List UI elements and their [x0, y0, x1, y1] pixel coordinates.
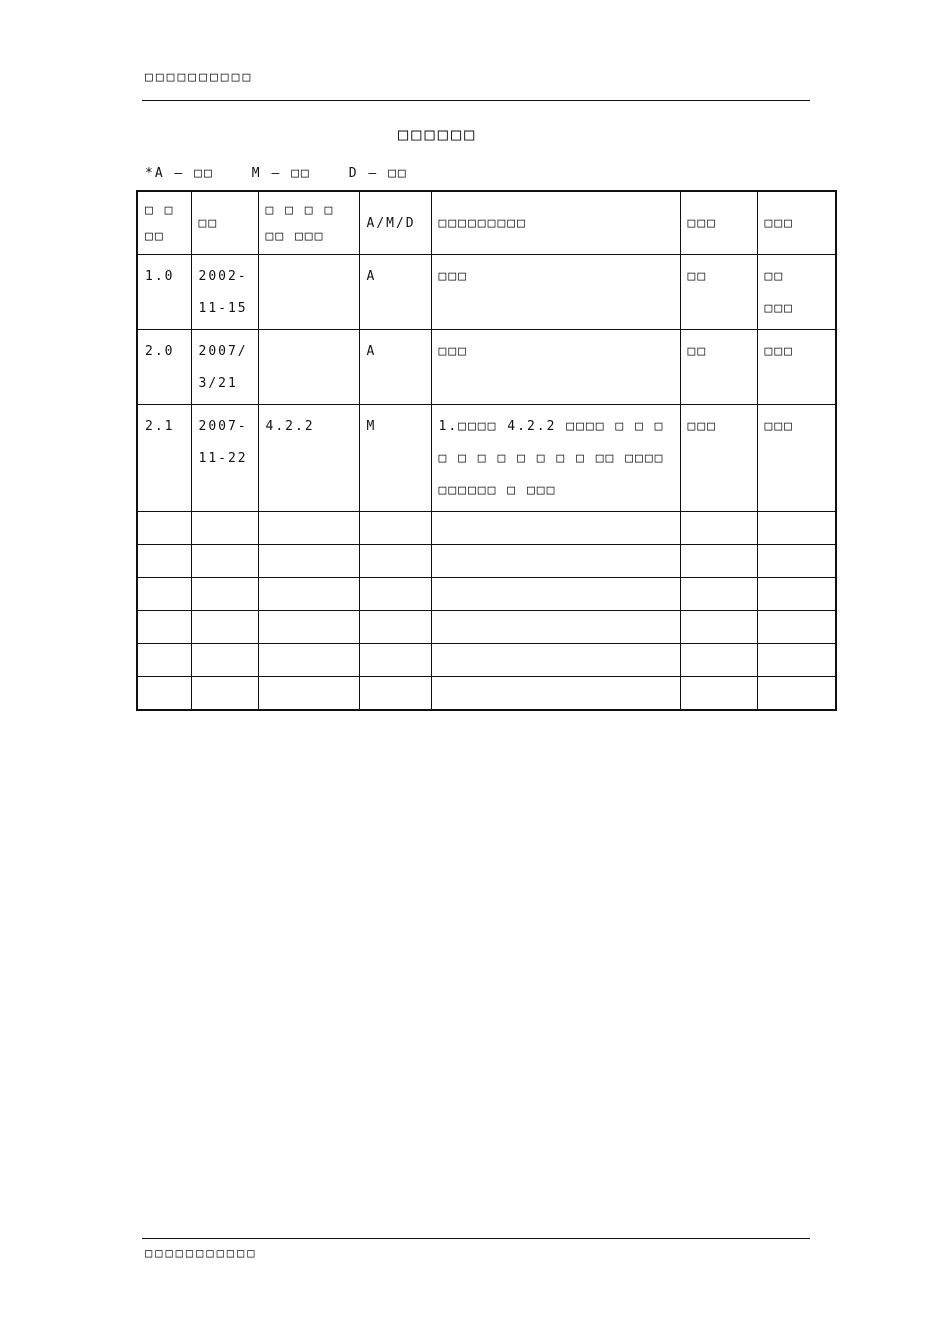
- cell-date: 2007/3/21: [191, 330, 258, 405]
- cell-date: 2007-11-22: [191, 405, 258, 512]
- document-title: □□□□□□: [398, 125, 478, 145]
- page-header-text: □□□□□□□□□□: [145, 70, 254, 85]
- cell-version: 2.1: [137, 405, 191, 512]
- legend-add: *A — □□: [145, 166, 214, 181]
- col-header-summary: □□□□□□□□□: [431, 191, 680, 255]
- table-row: [137, 405, 836, 512]
- cell-author: □□: [680, 330, 757, 405]
- cell-amd: A: [359, 330, 431, 405]
- col-header-section: □ □ □ □ □□ □□□: [258, 191, 359, 255]
- table-row: [137, 255, 836, 330]
- table-row-empty: [137, 611, 836, 644]
- cell-approver: □□□: [757, 405, 836, 512]
- table-row-empty: [137, 578, 836, 611]
- footer-rule: [142, 1238, 810, 1239]
- table-row-empty: [137, 512, 836, 545]
- change-type-legend: [145, 166, 446, 181]
- cell-author: □□: [680, 255, 757, 330]
- cell-section: 4.2.2: [258, 405, 359, 512]
- cell-amd: A: [359, 255, 431, 330]
- header-rule: [142, 100, 810, 101]
- col-header-date: □□: [191, 191, 258, 255]
- cell-amd: M: [359, 405, 431, 512]
- revision-history-table: [136, 190, 837, 711]
- col-header-approver: □□□: [757, 191, 836, 255]
- col-header-author: □□□: [680, 191, 757, 255]
- col-header-amd: A/M/D: [359, 191, 431, 255]
- cell-summary: □□□: [431, 255, 680, 330]
- cell-version: 2.0: [137, 330, 191, 405]
- cell-summary: 1.□□□□ 4.2.2 □□□□ □ □ □□ □ □ □ □ □ □ □ □□ □□□□□□□□□□ □ □□□: [431, 405, 680, 512]
- table-header-row: [137, 191, 836, 255]
- table-row: [137, 330, 836, 405]
- cell-section: [258, 330, 359, 405]
- legend-modify: M — □□: [251, 166, 311, 181]
- table-row-empty: [137, 677, 836, 711]
- cell-date: 2002-11-15: [191, 255, 258, 330]
- col-header-version: □ □ □□: [137, 191, 191, 255]
- cell-section: [258, 255, 359, 330]
- table-row-empty: [137, 545, 836, 578]
- cell-author: □□□: [680, 405, 757, 512]
- cell-approver: □□ □□□: [757, 255, 836, 330]
- table-row-empty: [137, 644, 836, 677]
- legend-delete: D — □□: [348, 166, 408, 181]
- cell-summary: □□□: [431, 330, 680, 405]
- page-footer-text: □□□□□□□□□□□: [145, 1246, 258, 1260]
- cell-approver: □□□: [757, 330, 836, 405]
- cell-version: 1.0: [137, 255, 191, 330]
